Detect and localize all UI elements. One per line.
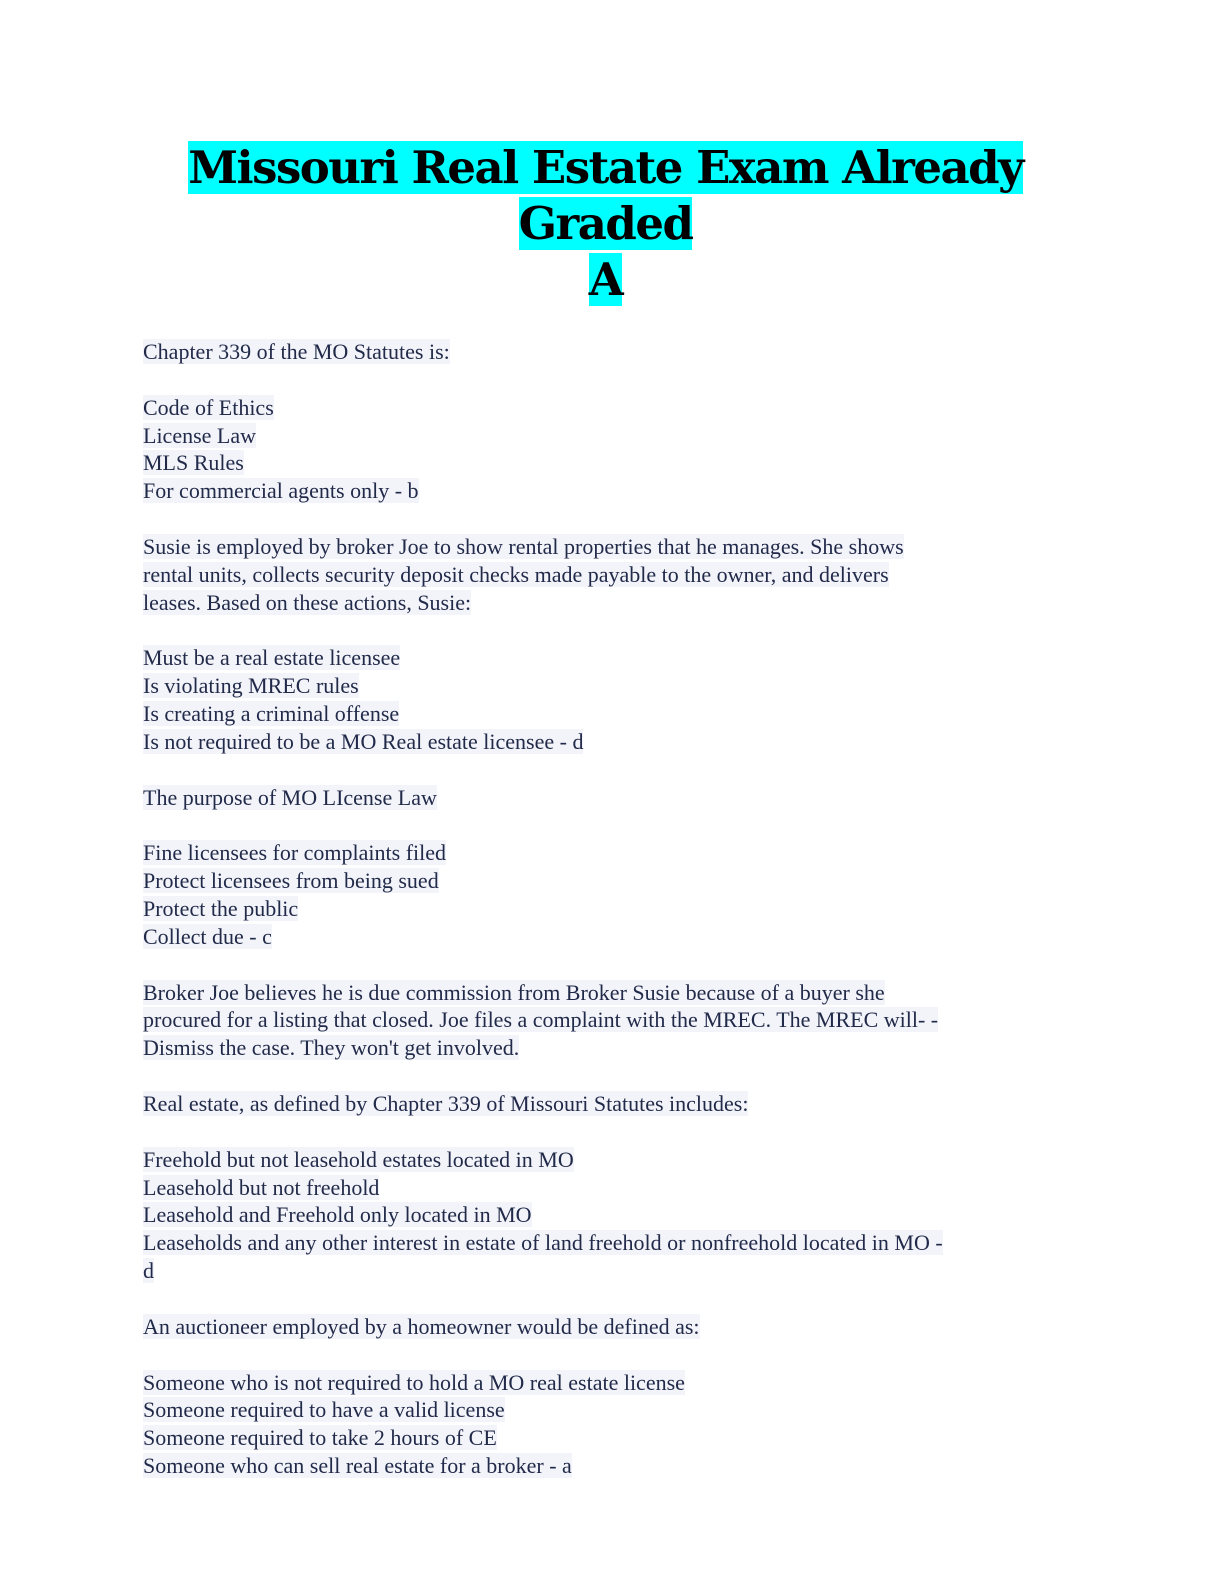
text-line xyxy=(143,979,1068,1007)
text-line-content: procured for a listing that closed. Joe files a complaint with the MREC. The MREC will- - xyxy=(143,1007,939,1033)
text-block xyxy=(143,839,1068,950)
text-line-content: Protect the public xyxy=(143,895,299,921)
title-line-1: Missouri Real Estate Exam Already Graded xyxy=(188,141,1023,250)
text-line xyxy=(143,1257,1068,1285)
text-line xyxy=(143,672,1068,700)
text-line xyxy=(143,533,1068,561)
text-line xyxy=(143,644,1068,672)
document-page xyxy=(143,140,1068,1508)
text-line-content: leases. Based on these actions, Susie: xyxy=(143,589,472,615)
text-line xyxy=(143,1229,1068,1257)
text-line-content: Leasehold and Freehold only located in MO xyxy=(143,1202,532,1228)
text-line-content: Collect due - c xyxy=(143,923,272,949)
text-block xyxy=(143,1146,1068,1285)
text-line xyxy=(143,561,1068,589)
text-line xyxy=(143,394,1068,422)
text-line-content: Protect licensees from being sued xyxy=(143,868,439,894)
text-line-content: Susie is employed by broker Joe to show rental properties that he manages. She shows xyxy=(143,533,904,559)
text-line-content: Someone required to have a valid license xyxy=(143,1397,505,1423)
text-line xyxy=(143,1313,1068,1341)
text-line-content: Is not required to be a MO Real estate licensee - d xyxy=(143,728,584,754)
text-line-content: Freehold but not leasehold estates located in MO xyxy=(143,1146,574,1172)
text-line-content: Someone who can sell real estate for a broker - a xyxy=(143,1452,572,1478)
document-body xyxy=(143,338,1068,1480)
text-line xyxy=(143,1369,1068,1397)
text-line-content: rental units, collects security deposit checks made payable to the owner, and delivers xyxy=(143,561,889,587)
text-line xyxy=(143,1452,1068,1480)
text-line-content: The purpose of MO LIcense Law xyxy=(143,784,437,810)
text-line xyxy=(143,867,1068,895)
text-block xyxy=(143,1369,1068,1480)
text-line-content: Is violating MREC rules xyxy=(143,673,359,699)
text-line-content: License Law xyxy=(143,422,256,448)
text-line xyxy=(143,700,1068,728)
text-block xyxy=(143,338,1068,366)
text-block xyxy=(143,1090,1068,1118)
text-block xyxy=(143,979,1068,1062)
text-block xyxy=(143,533,1068,616)
text-line xyxy=(143,338,1068,366)
text-line-content: Code of Ethics xyxy=(143,394,274,420)
text-line-content: Real estate, as defined by Chapter 339 of Missouri Statutes includes: xyxy=(143,1090,749,1116)
text-line xyxy=(143,1090,1068,1118)
text-line-content: Must be a real estate licensee xyxy=(143,645,401,671)
text-line xyxy=(143,728,1068,756)
text-line xyxy=(143,1201,1068,1229)
text-block xyxy=(143,394,1068,505)
text-line xyxy=(143,589,1068,617)
text-line-content: Broker Joe believes he is due commission from Broker Susie because of a buyer she xyxy=(143,979,885,1005)
text-line-content: An auctioneer employed by a homeowner would be defined as: xyxy=(143,1313,700,1339)
text-line xyxy=(143,1146,1068,1174)
text-line xyxy=(143,923,1068,951)
text-line xyxy=(143,895,1068,923)
text-block xyxy=(143,784,1068,812)
text-line xyxy=(143,422,1068,450)
text-line-content: Someone required to take 2 hours of CE xyxy=(143,1425,497,1451)
text-line xyxy=(143,1424,1068,1452)
text-line-content: MLS Rules xyxy=(143,450,244,476)
text-line-content: For commercial agents only - b xyxy=(143,478,419,504)
text-line xyxy=(143,1174,1068,1202)
text-line xyxy=(143,784,1068,812)
text-line-content: Leaseholds and any other interest in estate of land freehold or nonfreehold located in MO - xyxy=(143,1230,943,1256)
text-line xyxy=(143,1006,1068,1034)
text-line-content: Someone who is not required to hold a MO real estate license xyxy=(143,1369,685,1395)
text-line-content: Fine licensees for complaints filed xyxy=(143,840,447,866)
text-line xyxy=(143,449,1068,477)
text-line xyxy=(143,1034,1068,1062)
text-line xyxy=(143,839,1068,867)
page-title xyxy=(143,140,1068,308)
text-line-content: Dismiss the case. They won't get involved. xyxy=(143,1035,520,1061)
text-line-content: Leasehold but not freehold xyxy=(143,1174,380,1200)
text-line-content: d xyxy=(143,1257,154,1283)
text-block xyxy=(143,644,1068,755)
title-line-2: A xyxy=(588,253,623,306)
text-line xyxy=(143,477,1068,505)
text-block xyxy=(143,1313,1068,1341)
text-line xyxy=(143,1396,1068,1424)
text-line-content: Chapter 339 of the MO Statutes is: xyxy=(143,339,450,364)
text-line-content: Is creating a criminal offense xyxy=(143,700,400,726)
